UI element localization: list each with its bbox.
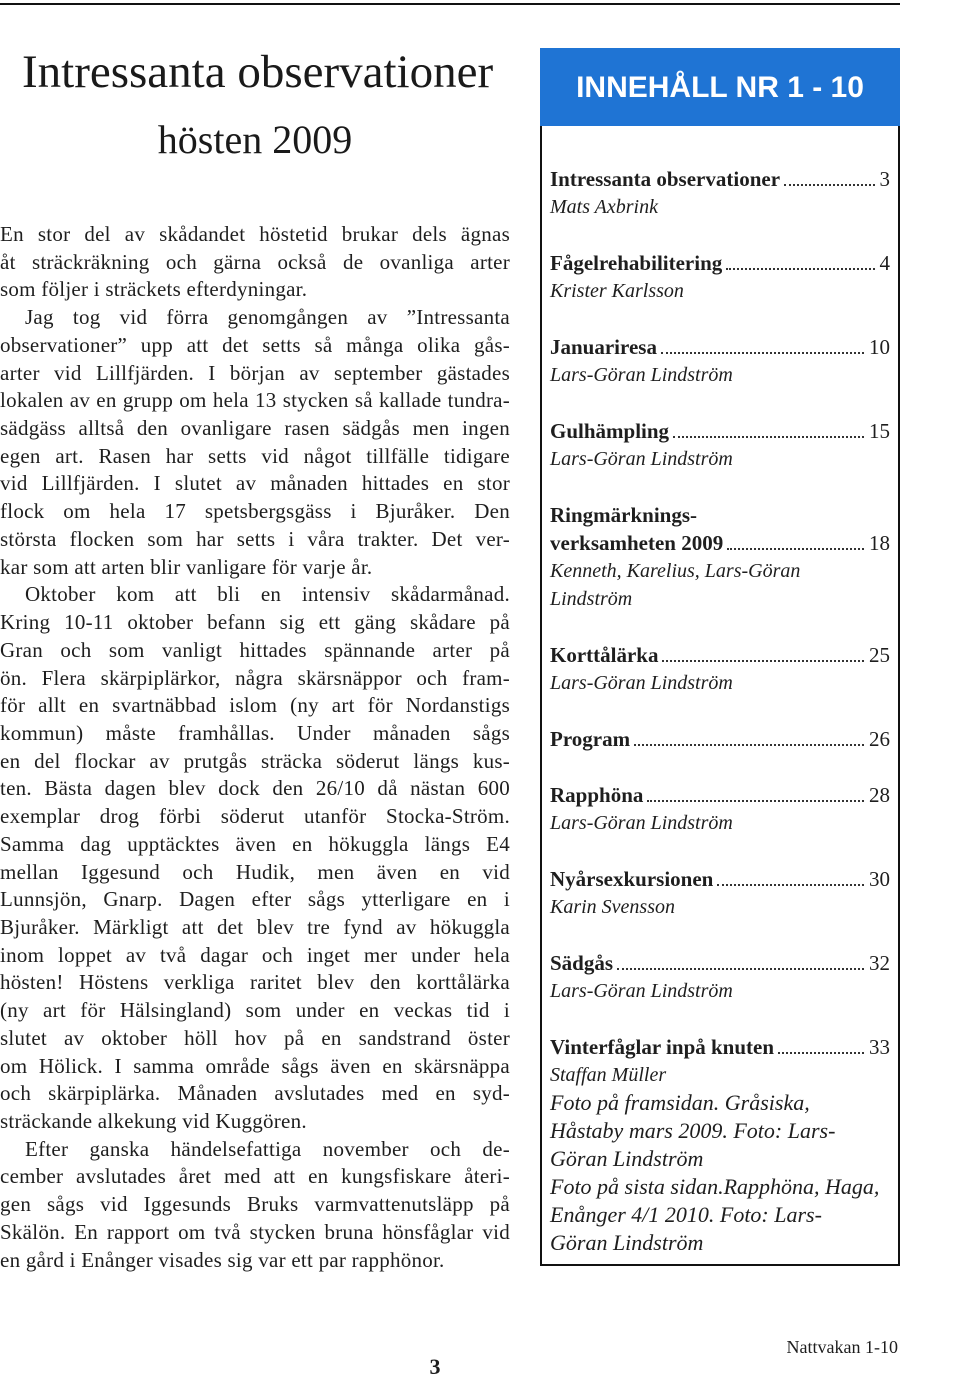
- dot-leader: [778, 1052, 864, 1054]
- dot-leader: [661, 352, 864, 354]
- paragraph-line: mellan Iggesund och Hudik, men även en vid: [0, 859, 510, 884]
- toc-entry-author: Lars-Göran Lindström: [550, 672, 733, 694]
- toc-page-number: 3: [879, 167, 890, 191]
- paragraph: [0, 1136, 510, 1275]
- dot-leader: [727, 548, 864, 550]
- dot-leader: [662, 660, 864, 662]
- paragraph-line: Bjuråker. Märkligt att det blev tre fynd av hökuggla: [0, 914, 510, 939]
- toc-page-number: 18: [869, 531, 890, 555]
- toc-entry-title-line: [550, 529, 890, 557]
- toc-entry-author: Kenneth, Karelius, Lars-Göran: [550, 560, 801, 582]
- paragraph-line: för allt en svartnäbbad islom (ny art för Nordanstigs: [0, 693, 510, 718]
- paragraph-line: största flocken som har setts i våra trakter. Det ver-: [0, 526, 510, 551]
- toc-entry-author: Lars-Göran Lindström: [550, 812, 733, 834]
- toc-entry-title-line: [550, 165, 890, 193]
- paragraph-line: en gård i Enånger visades sig var ett par rapphönor.: [0, 1247, 445, 1272]
- paragraph-line: om Hölick. I samma område sågs även en skärsnäppa: [0, 1053, 510, 1078]
- article-body: [0, 221, 510, 1274]
- toc-page-number: 15: [869, 419, 890, 443]
- toc-entry-author: Lars-Göran Lindström: [550, 448, 733, 470]
- toc-entry-title: Sädgås: [550, 951, 614, 975]
- paragraph-line: kommun) måste framhållas. Under månaden sågs: [0, 720, 510, 745]
- toc-entry-author: Lars-Göran Lindström: [550, 364, 733, 386]
- dot-leader: [673, 436, 864, 438]
- paragraph-line: exemplar drog förbi söderut utanför Stocka-Ström.: [0, 804, 510, 829]
- toc-entry-author: Mats Axbrink: [550, 196, 658, 218]
- paragraph-line: Skälön. En rapport om två stycken bruna hönsfåglar vid: [0, 1219, 510, 1244]
- toc-page-number: 4: [879, 251, 890, 275]
- toc-entry-title: Vinterfåglar inpå knuten: [550, 1035, 775, 1059]
- paragraph-line: Gran och som vanligt hittades spännande arter på: [0, 637, 510, 662]
- paragraph: [0, 221, 510, 304]
- toc-header-band: [540, 48, 900, 126]
- toc-entry-title-line: [550, 249, 890, 277]
- paragraph-line: Kring 10-11 oktober befann sig ett gäng skådare på: [0, 610, 510, 635]
- photo-credit-line: Enånger 4/1 2010. Foto: Lars-: [550, 1202, 822, 1227]
- toc-heading: INNEHÅLL NR 1 - 10: [576, 71, 864, 104]
- toc-entry-title-line: [550, 501, 890, 529]
- paragraph-line: hösten! Höstens verkliga raritet blev den korttålärka: [0, 970, 510, 995]
- toc-entry-title-line: [550, 781, 890, 809]
- paragraph-line: sträckande alkekung vid Kuggören.: [0, 1109, 307, 1133]
- paragraph-line: Oktober kom att bli en intensiv skådarmånad.: [25, 582, 510, 607]
- paragraph-line: arter vid Lillfjärden. I början av september gästades: [0, 360, 510, 385]
- paragraph-line: flock om hela 17 spetsbergsgäss i Bjuråker. Den: [0, 499, 510, 524]
- toc-entry: [550, 417, 890, 473]
- paragraph-line: En stor del av skådandet höstetid brukar dels ägnas: [0, 222, 510, 246]
- toc-page-number: 25: [869, 643, 890, 667]
- toc-entry: [550, 725, 890, 753]
- toc-entry-title: Januariresa: [550, 335, 657, 359]
- toc-entry: [550, 165, 890, 221]
- paragraph-line: kar som att arten blir vanligare för varje år.: [0, 554, 373, 579]
- paragraph-line: inom loppet av två dagar och inget mer under hela: [0, 942, 510, 967]
- toc-entry-title: Program: [550, 727, 631, 751]
- paragraph: [0, 581, 510, 1135]
- toc-page-number: 28: [869, 783, 890, 807]
- toc-entry-author: Lars-Göran Lindström: [550, 980, 733, 1002]
- toc-entry-title-line: [550, 725, 890, 753]
- paragraph-line: som följer i sträckets efterdyningar.: [0, 277, 308, 302]
- photo-credit-line: Göran Lindström: [550, 1146, 704, 1171]
- toc-entry-title: Ringmärknings-: [550, 503, 698, 527]
- toc-entry-author: Lindström: [550, 588, 633, 610]
- paragraph-line: vid Lillfjärden. I slutet av månaden hittades en stor: [0, 471, 510, 496]
- toc-entry-title-line: [550, 1033, 890, 1061]
- toc-entry: [550, 949, 890, 1005]
- toc-page-number: 26: [869, 727, 890, 751]
- dot-leader: [784, 184, 874, 186]
- photo-credit-line: Foto på framsidan. Gråsiska,: [550, 1090, 810, 1115]
- toc-list: [550, 165, 890, 1257]
- paragraph-line: åt sträckräkning och gärna också de ovanliga arter: [0, 249, 510, 274]
- toc-entry: [550, 1033, 890, 1089]
- toc-entry-title: Korttålärka: [550, 643, 659, 667]
- paragraph-line: lokalen av en grupp om hela 13 stycken så kallade tundra-: [0, 388, 510, 413]
- dot-leader: [726, 268, 874, 270]
- toc-entry: [550, 249, 890, 305]
- paragraph-line: (ny art för Hälsingland) som under en veckas tid i: [0, 998, 510, 1023]
- dot-leader: [717, 884, 864, 886]
- toc-entry: [550, 865, 890, 921]
- paragraph-line: egen art. Rasen har setts vid något tillfälle tidigare: [0, 443, 510, 468]
- toc-entry-title: Rapphöna: [550, 783, 644, 807]
- paragraph-line: och skärpiplärka. Månaden avslutades med en syd-: [0, 1081, 510, 1106]
- toc-entry-title: verksamheten 2009: [550, 531, 724, 555]
- dot-leader: [634, 744, 864, 746]
- paragraph-line: slutet av oktober höll hov på en sandstrand öster: [0, 1025, 510, 1050]
- paragraph-line: sädgäss alltså den ovanligare rasen sädgås men ingen: [0, 416, 510, 441]
- toc-entry-title-line: [550, 949, 890, 977]
- photo-credit-line: Göran Lindström: [550, 1230, 704, 1255]
- paragraph-line: en del flockar av prutgås sträcka söderut längs kus-: [0, 748, 510, 773]
- paragraph-line: Lunnsjön, Gnarp. Dagen efter sågs ytterligare en i: [0, 887, 510, 912]
- toc-entry-author: Krister Karlsson: [550, 280, 684, 302]
- table-of-contents: [540, 48, 900, 1266]
- photo-credit-line: Håstaby mars 2009. Foto: Lars-: [550, 1118, 836, 1143]
- toc-entry-title: Gulhämpling: [550, 419, 670, 443]
- paragraph-line: ön. Flera skärpiplärkor, några skärsnäppor och fram-: [0, 665, 510, 690]
- photo-credit-line: Foto på sista sidan.Rapphöna, Haga,: [550, 1174, 880, 1199]
- top-rule: [0, 3, 900, 5]
- toc-page-number: 33: [869, 1035, 890, 1059]
- paragraph-line: cember avslutades året med att en kungsfiskare återi-: [0, 1164, 510, 1189]
- toc-entry-title: Fågelrehabilitering: [550, 251, 723, 275]
- toc-entry: [550, 333, 890, 389]
- toc-page-number: 30: [869, 867, 890, 891]
- toc-page-number: 10: [869, 335, 890, 359]
- toc-page-number: 32: [869, 951, 890, 975]
- dot-leader: [617, 968, 864, 970]
- paragraph: [0, 304, 510, 581]
- paragraph-line: gen sågs vid Iggesunds Bruks varmvattenutsläpp på: [0, 1192, 510, 1217]
- toc-entry-title: Nyårsexkursionen: [550, 867, 714, 891]
- article-subtitle: hösten 2009: [157, 117, 353, 162]
- toc-entry: [550, 641, 890, 697]
- paragraph-line: ten. Bästa dagen blev dock den 26/10 då nästan 600: [0, 776, 510, 801]
- toc-entry-title-line: [550, 333, 890, 361]
- paragraph-line: observationer” upp att det setts så många olika gås-: [0, 332, 510, 357]
- toc-entry-author: Staffan Müller: [550, 1064, 667, 1086]
- toc-entry-title: Intressanta observationer: [550, 167, 781, 191]
- toc-entry-title-line: [550, 641, 890, 669]
- dot-leader: [647, 800, 864, 802]
- paragraph-line: Jag tog vid förra genomgången av ”Intressanta: [25, 305, 510, 330]
- paragraph-line: Efter ganska händelsefattiga november och de-: [25, 1136, 510, 1161]
- article-title: Intressanta observationer: [22, 46, 494, 98]
- toc-entry: [550, 781, 890, 837]
- page-number: 3: [429, 1354, 441, 1379]
- publication-name: Nattvakan 1-10: [786, 1337, 898, 1357]
- toc-entry-title-line: [550, 865, 890, 893]
- toc-entry-title-line: [550, 417, 890, 445]
- toc-entry: [550, 501, 890, 613]
- toc-entry-author: Karin Svensson: [550, 896, 675, 918]
- photo-credits: [550, 1089, 890, 1257]
- paragraph-line: Samma dag upptäcktes även en hökuggla längs E4: [0, 831, 510, 856]
